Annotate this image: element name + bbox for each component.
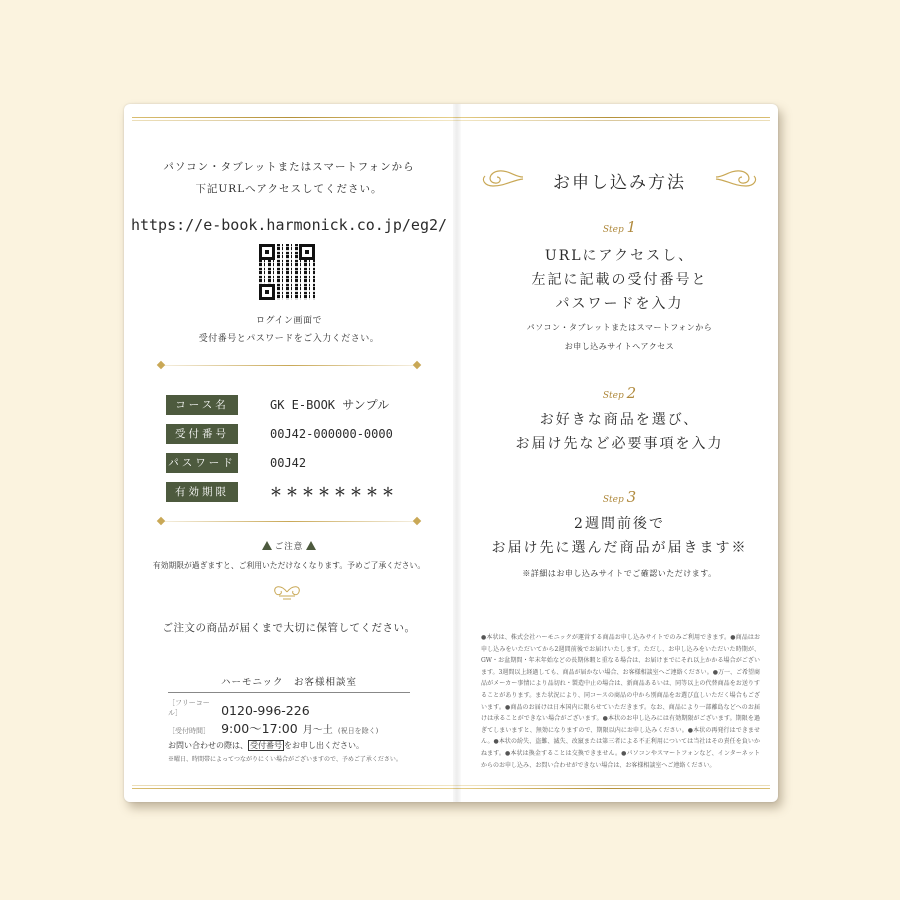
left-panel [124,104,454,802]
step-1-sub-2: お申し込みサイトへアクセス [564,342,675,351]
freecall-tag: ［フリーコール］ [168,699,210,717]
info-row-reception [166,419,398,448]
warning-icon [306,541,316,550]
login-instructions [124,312,454,348]
reception-number-label: 受付番号 [166,424,238,444]
step-1-text [461,244,778,316]
step-2-text [461,408,778,456]
step-3-line-1: 2週間前後で [574,516,665,532]
freecall-number[interactable]: 0120-996-226 [221,703,310,718]
hours-note: (祝日を除く) [337,727,379,735]
step-3-number: 3 [626,488,637,506]
step-2-line-1: お好きな商品を選び、 [539,412,700,428]
password-label: パスワード [166,453,238,473]
gold-divider-lower [158,518,420,524]
caution-title: ご注意 [274,542,304,552]
access-instructions [124,156,454,200]
caution-heading [124,540,454,552]
course-value: GK E-BOOK サンプル [270,398,390,412]
fold-crease [453,104,461,802]
info-row-expiry [166,477,398,506]
login-line-1: ログイン画面で [255,316,323,326]
qr-finder-tr [299,244,315,260]
hours-value: 9:00〜17:00 [221,721,298,736]
qr-code-icon[interactable] [259,244,315,300]
step-3-label [461,488,778,506]
step-1-label [461,218,778,236]
step-3-sub-1: ※詳細はお申し込みサイトでご確認いただけます。 [522,569,717,578]
step-1-line-1: URLにアクセスし、 [544,248,695,264]
reception-number-value: 00J42-000000-0000 [270,426,393,441]
heading-block [461,164,778,194]
expiry-label: 有効期限 [166,482,238,502]
flourish-right-icon [714,164,764,190]
inquiry-footnote: ※曜日、時間帯によってつながりにくい場合がございますので、予めご了承ください。 [168,756,402,763]
step-1-number: 1 [626,218,637,236]
keep-notice: ご注文の商品が届くまで大切に保管してください。 [162,622,416,634]
right-panel [461,104,778,802]
step-3-subtext [461,564,778,583]
hours-row [168,718,378,737]
password-value: 00J42 [270,455,307,470]
step-2-label [461,384,778,402]
access-url[interactable]: https://e-book.harmonick.co.jp/eg2/ [130,216,448,234]
step-1-word: Step [602,225,624,235]
qr-finder-bl [259,284,275,300]
hours-tag: ［受付時間］ [168,727,210,735]
freecall-row [168,698,310,719]
inquiry-prefix: お問い合わせの際は、 [168,741,248,750]
step-1-sub-1: パソコン・タブレットまたはスマートフォンから [526,323,713,332]
info-row-course [166,390,398,419]
step-2-line-2: お届け先など必要事項を入力 [515,436,724,452]
intro-line-2: 下記URLへアクセスしてください。 [195,183,383,195]
step-1-subtext [461,318,778,356]
qr-finder-tl [259,244,275,260]
caution-text: 有効期限が過ぎますと、ご利用いただけなくなります。予めご了承ください。 [152,561,426,570]
account-info [166,390,398,506]
ornament-icon [269,582,305,602]
application-card [124,104,778,802]
step-3-word: Step [602,495,624,505]
inquiry-note [168,740,364,751]
login-line-2: 受付番号とパスワードをご入力ください。 [198,334,380,344]
step-3-line-2: お届け先に選んだ商品が届きます※ [491,540,748,556]
gold-divider-upper [158,362,420,368]
contact-title: ハーモニック お客様相談室 [168,674,410,693]
warning-icon [262,541,272,550]
terms-fine-print: ●本状は、株式会社ハーモニックが運営する商品お申し込みサイトでのみご利用できます。●商品はお申し込みをいただいてから2週間前後でお届けいたします。ただし、お申し込みをいただいた時期が、GW・お盆期間・年末年始などの長期休暇と重なる場合は、お届けまでにそれ以上かかる場合がございます。3週間以上経過しても、商品が届かない場合、お客様相談室へご連絡ください。●万一、ご希望商品がメーカー事情により品切れ・製造中止の場合は、新商品あるいは、同等以上の代替商品をお送りすることがあります。また状況により、同コースの商品の中から別商品をお選び直しいただく場合もございます。●商品のお届けは日本国内に限らせていただきます。なお、商品により一部離島などへのお届けは承ることができない場合がございます。●本状のお申し込みには有効期限がございます。期限を過ぎてしまいますと、無効になりますので、期限以内にお申し込みください。●本状の再発行はできません。●本状の紛失、盗難、滅失、改竄または第三者による不正利用については当社はその責任を負いかねます。●本状は換金することは交換できません。●パソコンやスマートフォンなど、インターネットからのお申し込み、お問い合わせができない場合は、お客様相談室へご連絡ください。 [481,634,760,769]
inquiry-suffix: をお申し出ください。 [284,741,364,750]
step-1-line-3: パスワードを入力 [555,296,684,312]
expiry-value: ＊＊＊＊＊＊＊＊ [270,485,399,499]
page-title: お申し込み方法 [553,173,686,193]
step-1-line-2: 左記に記載の受付番号と [531,272,708,288]
hours-days: 月〜土 [302,725,333,736]
step-2-word: Step [602,391,624,401]
course-label: コース名 [166,395,238,415]
step-3-text [461,512,778,560]
step-2-number: 2 [626,384,637,402]
inquiry-boxed: 受付番号 [250,741,282,750]
intro-line-1: パソコン・タブレットまたはスマートフォンから [163,161,415,173]
info-row-password [166,448,398,477]
